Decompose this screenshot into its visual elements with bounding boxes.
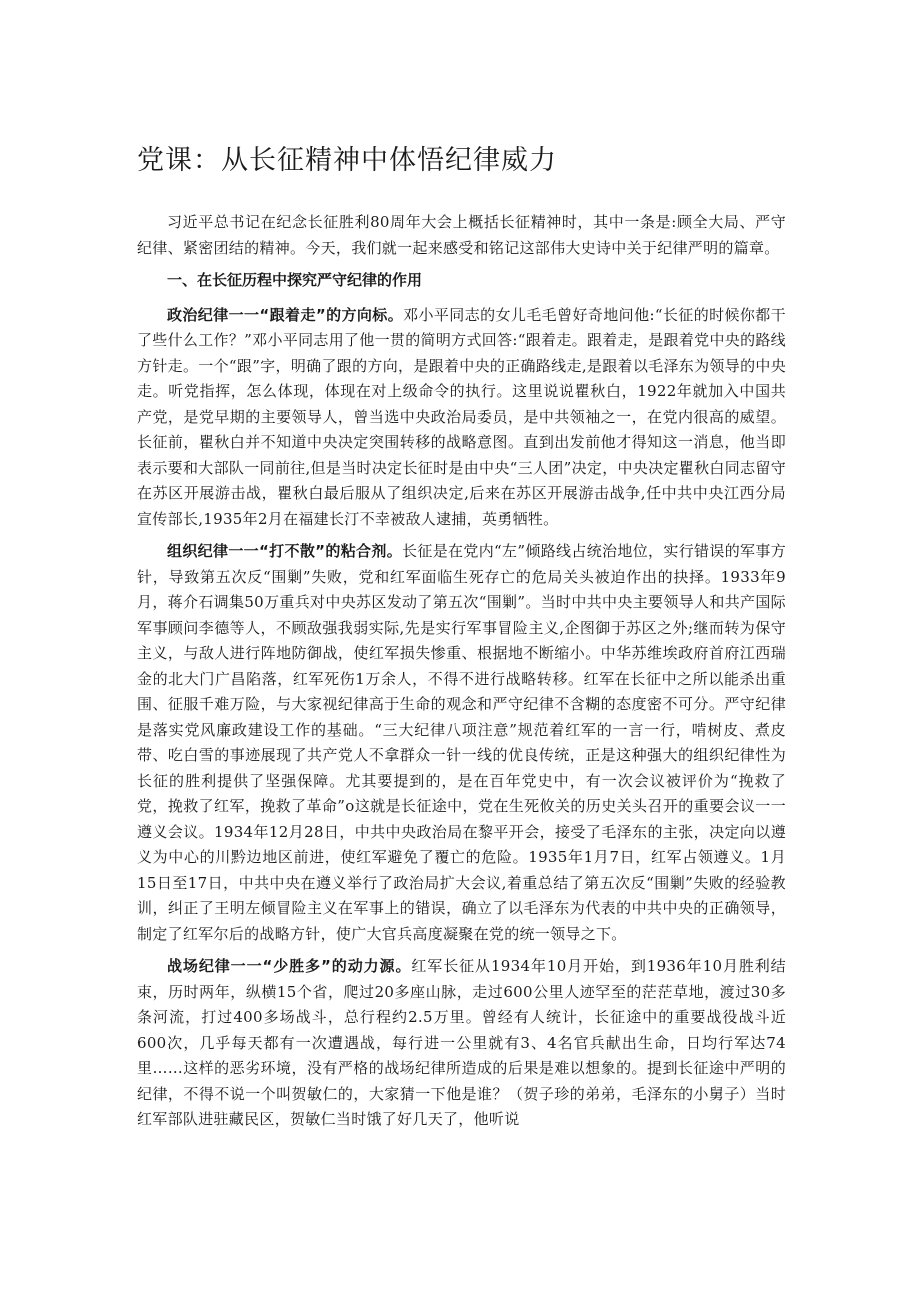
paragraph-battlefield-discipline — [137, 954, 786, 1133]
paragraph-body: 长征是在党内“左”倾路线占统治地位，实行错误的军事方针，导致第五次反“围剿”失败，党和红军面临生死存亡的危局关头被迫作出的抉择。1933年9月，蒋介石调集50万重兵对中央苏区发动了第五次“围剿”。当时中共中央主要领导人和共产国际军事顾问李德等人，不顾敌强我弱实际,先是实行军事冒险主义,企图御于苏区之外;继而转为保守主义，与敌人进行阵地防御战，使红军损失惨重、根据地不断缩小。中华苏维埃政府首府江西瑞金的北大门广昌陷落，红军死伤1万余人，不得不进行战略转移。红军在长征中之所以能杀出重围、征服千难万险，与大家视纪律高于生命的观念和严守纪律不含糊的态度密不可分。严守纪律是落实党风廉政建设工作的基础。“三大纪律八项注意”规范着红军的一言一行，啃树皮、煮皮带、吃白雪的事迹展现了共产党人不拿群众一针一线的优良传统，正是这种强大的组织纪律性为长征的胜利提供了坚强保障。尤其要提到的，是在百年党史中，有一次会议被评价为“挽救了党，挽救了红军，挽救了革命”o这就是长征途中，党在生死攸关的历史关头召开的重要会议一一遵义会议。1934年12月28日，中共中央政治局在黎平开会，接受了毛泽东的主张，决定向以遵义为中心的川黔边地区前进，使红军避免了覆亡的危险。1935年1月7日，红军占领遵义。1月15日至17日，中共中央在遵义举行了政治局扩大会议,着重总结了第五次反“围剿”失败的经验教训，纠正了王明左倾冒险主义在军事上的错误，确立了以毛泽东为代表的中共中央的正确领导，制定了红军尔后的战略方针，使广大官兵高度凝聚在党的统一领导之下。 — [137, 542, 786, 943]
section-heading: 一、在长征历程中探究严守纪律的作用 — [167, 271, 423, 290]
paragraph-organizational-discipline — [137, 539, 786, 947]
paragraph-political-discipline — [137, 303, 786, 533]
paragraph-body: 邓小平同志的女儿毛毛曾好奇地问他:“长征的时候你都干了些什么工作？”邓小平同志用了他一贯的简明方式回答:“跟着走。跟着走，是跟着党中央的路线方针走。一个“跟”字，明确了跟的方向，是跟着中央的正确路线走,是跟着以毛泽东为领导的中央走。听党指挥，怎么体现，体现在对上级命令的执行。这里说说瞿秋白，1922年就加入中国共产党，是党早期的主要领导人，曾当选中央政治局委员，是中共领袖之一，在党内很高的威望。长征前，瞿秋白并不知道中央决定突围转移的战略意图。直到出发前他才得知这一消息，他当即表示要和大部队一同前往,但是当时决定长征时是由中央“三人团”决定，中央决定瞿秋白同志留守在苏区开展游击战，瞿秋白最后服从了组织决定,后来在苏区开展游击战争,任中共中央江西分局宣传部长,1935年2月在福建长汀不幸被敌人逮捕，英勇牺牲。 — [137, 305, 786, 528]
paragraph-lead: 组织纪律一一“打不散”的粘合剂。 — [167, 542, 403, 561]
paragraph-lead: 政治纪律一一“跟着走”的方向标。 — [167, 305, 404, 324]
intro-paragraph: 习近平总书记在纪念长征胜利80周年大会上概括长征精神时，其中一条是:顾全大局、严守纪律、紧密团结的精神。今天，我们就一起来感受和铭记这部伟大史诗中关于纪律严明的篇章。 — [137, 213, 786, 257]
paragraph-lead: 战场纪律一一“少胜多”的动力源。 — [167, 957, 412, 976]
paragraph-body: 红军长征从1934年10月开始，到1936年10月胜利结束，历时两年，纵横15个省，爬过20多座山脉，走过600公里人迹罕至的茫茫草地，渡过30多条河流，打过400多场战斗，总行程约2.5万里。曾经有人统计，长征途中的重要战役战斗近600次，几乎每天都有一次遭遇战，每行进一公里就有3、4名官兵献出生命，日均行军达74里……这样的恶劣环境，没有严格的战场纪律所造成的后果是难以想象的。提到长征途中严明的纪律，不得不说一个叫贺敏仁的，大家猜一下他是谁？（贺子珍的弟弟，毛泽东的小舅子）当时红军部队进驻藏民区，贺敏仁当时饿了好几天了，他听说 — [137, 957, 786, 1129]
document-title: 党课：从长征精神中体悟纪律威力 — [137, 145, 557, 176]
